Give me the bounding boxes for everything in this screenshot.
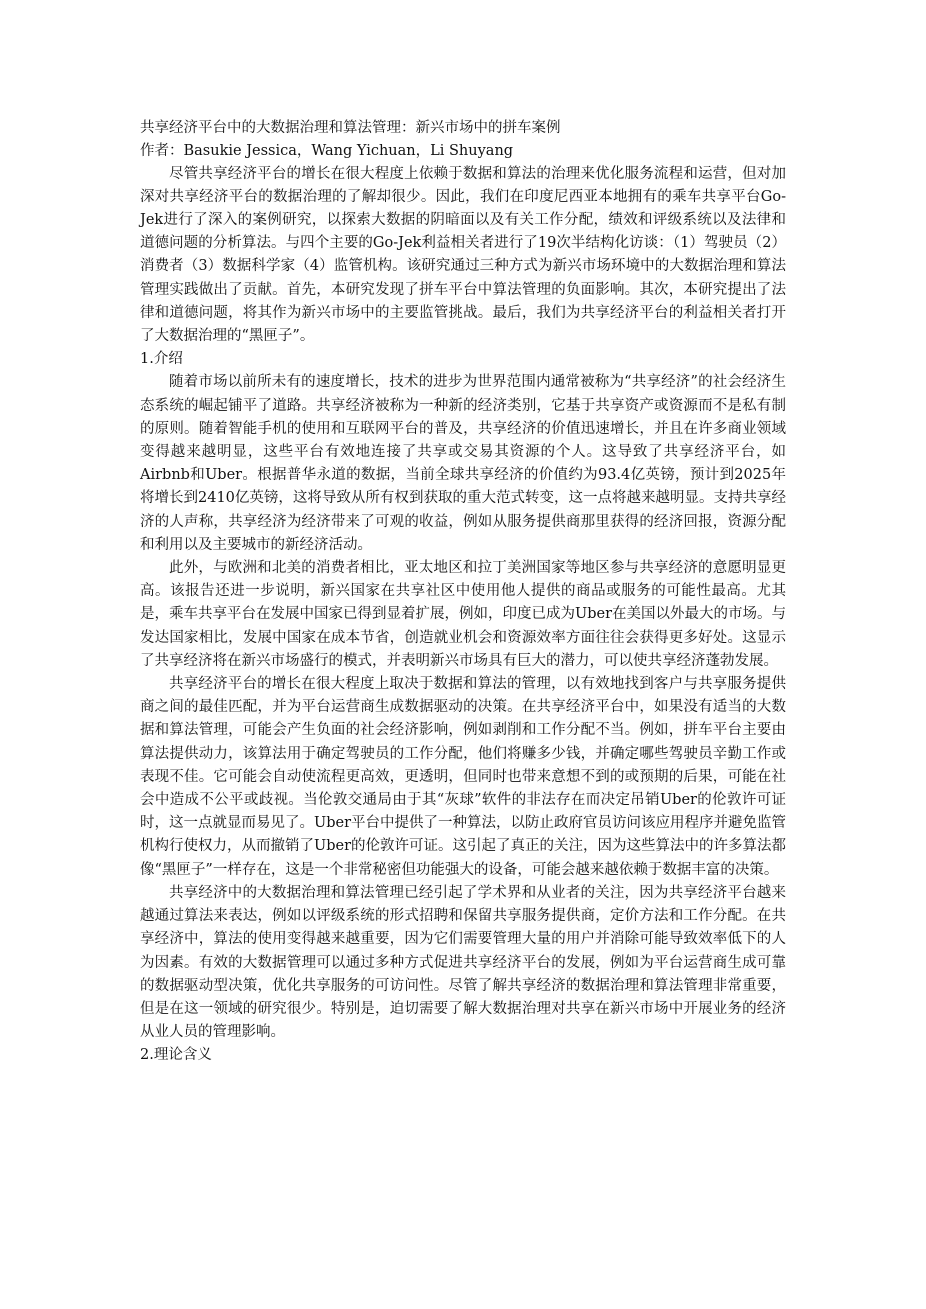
intro-paragraph-1: 随着市场以前所未有的速度增长，技术的进步为世界范围内通常被称为“共享经济”的社会经济生态系统的崛起铺平了道路。共享经济被称为一种新的经济类别，它基于共享资产或资源而不是私有制的原则。随着智能手机的使用和互联网平台的普及，共享经济的价值迅速增长，并且在许多商业领域变得越来越明显，这些平台有效地连接了共享或交易其资源的个人。这导致了共享经济平台，如Airbnb和Uber。根据普华永道的数据，当前全球共享经济的价值约为93.4亿英镑，预计到2025年将增长到2410亿英镑，这将导致从所有权到获取的重大范式转变，这一点将越来越明显。支持共享经济的人声称，共享经济为经济带来了可观的收益，例如从服务提供商那里获得的经济回报，资源分配和利用以及主要城市的新经济活动。	[140, 374, 786, 553]
intro-paragraph-4: 共享经济中的大数据治理和算法管理已经引起了学术界和从业者的关注，因为共享经济平台越来越通过算法来表达，例如以评级系统的形式招聘和保留共享服务提供商，定价方法和工作分配。在共享经济中，算法的使用变得越来越重要，因为它们需要管理大量的用户并消除可能导致效率低下的人为因素。有效的大数据管理可以通过多种方式促进共享经济平台的发展，例如为平台运营商生成可靠的数据驱动型决策，优化共享服务的可访问性。尽管了解共享经济的数据治理和算法管理非常重要，但是在这一领域的研究很少。特别是，迫切需要了解大数据治理对共享在新兴市场中开展业务的经济从业人员的管理影响。	[140, 884, 786, 1041]
section-heading-theory: 2.理论含义	[140, 1047, 212, 1064]
document-authors: 作者：Basukie Jessica，Wang Yichuan，Li Shuyang	[140, 142, 514, 159]
intro-paragraph-2: 此外，与欧洲和北美的消费者相比，亚太地区和拉丁美洲国家等地区参与共享经济的意愿明显更高。该报告还进一步说明，新兴国家在共享社区中使用他人提供的商品或服务的可能性最高。尤其是，乘车共享平台在发展中国家已得到显着扩展，例如，印度已成为Uber在美国以外最大的市场。与发达国家相比，发展中国家在成本节省，创造就业机会和资源效率方面往往会获得更多好处。这显示了共享经济将在新兴市场盛行的模式，并表明新兴市场具有巨大的潜力，可以使共享经济蓬勃发展。	[140, 560, 787, 669]
section-heading-introduction: 1.介绍	[140, 351, 183, 368]
abstract-paragraph: 尽管共享经济平台的增长在很大程度上依赖于数据和算法的治理来优化服务流程和运营，但对加深对共享经济平台的数据治理的了解却很少。因此，我们在印度尼西亚本地拥有的乘车共享平台Go-Jek进行了深入的案例研究，以探索大数据的阴暗面以及有关工作分配，绩效和评级系统以及法律和道德问题的分析算法。与四个主要的Go-Jek利益相关者进行了19次半结构化访谈：（1）驾驶员（2）消费者（3）数据科学家（4）监管机构。该研究通过三种方式为新兴市场环境中的大数据治理和算法管理实践做出了贡献。首先，本研究发现了拼车平台中算法管理的负面影响。其次，本研究提出了法律和道德问题，将其作为新兴市场中的主要监管挑战。最后，我们为共享经济平台的利益相关者打开了大数据治理的“黑匣子”。	[140, 165, 786, 345]
intro-paragraph-3: 共享经济平台的增长在很大程度上取决于数据和算法的管理，以有效地找到客户与共享服务提供商之间的最佳匹配，并为平台运营商生成数据驱动的决策。在共享经济平台中，如果没有适当的大数据和算法管理，可能会产生负面的社会经济影响，例如剥削和工作分配不当。例如，拼车平台主要由算法提供动力，该算法用于确定驾驶员的工作分配，他们将赚多少钱，并确定哪些驾驶员辛勤工作或表现不佳。它可能会自动使流程更高效，更透明，但同时也带来意想不到的或预期的后果，可能在社会中造成不公平或歧视。当伦敦交通局由于其“灰球”软件的非法存在而决定吊销Uber的伦敦许可证时，这一点就显而易见了。Uber平台中提供了一种算法，以防止政府官员访问该应用程序并避免监管机构行使权力，从而撤销了Uber的伦敦许可证。这引起了真正的关注，因为这些算法中的许多算法都像“黑匣子”一样存在，这是一个非常秘密但功能强大的设备，可能会越来越依赖于数据丰富的决策。	[140, 676, 787, 878]
document-title: 共享经济平台中的大数据治理和算法管理：新兴市场中的拼车案例	[140, 120, 561, 136]
